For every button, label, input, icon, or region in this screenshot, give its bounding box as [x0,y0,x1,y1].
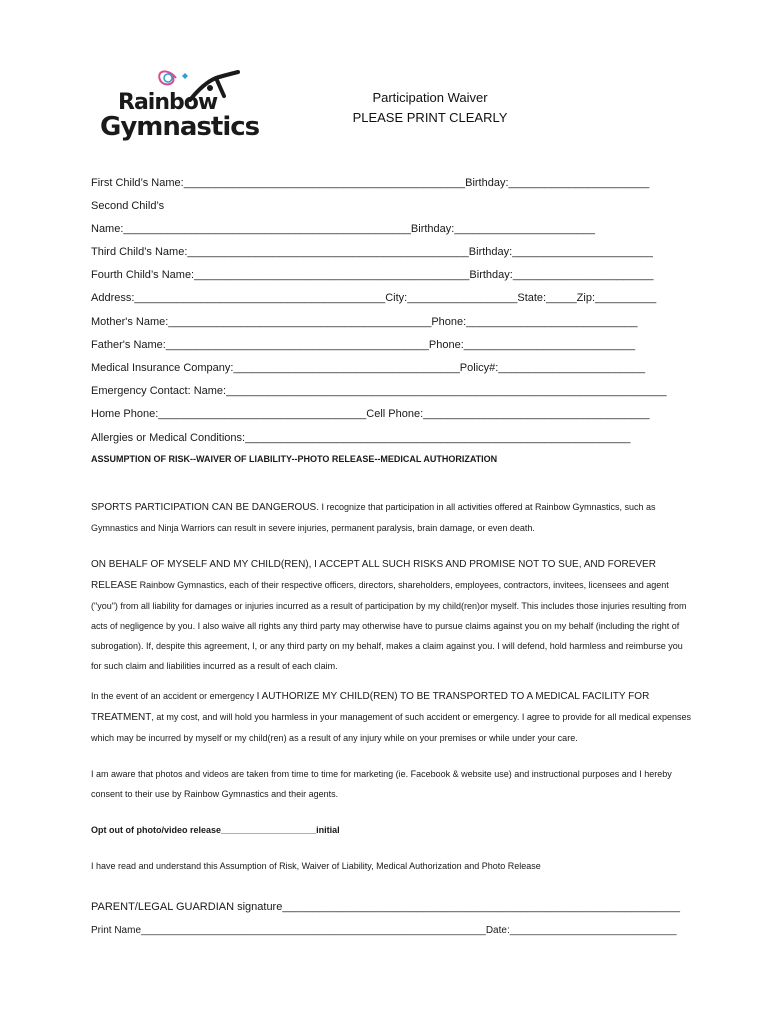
medical-pre: In the event of an accident or emergency [91,691,257,701]
first-child-field[interactable]: First Child’s Name:______________________________________________Birthday:_______________________ [91,177,650,189]
logo-line-rainbow: Rainbow [118,90,218,115]
risk-text: I recognize that participation in all activities offered at Rainbow Gymnastics, such as Gymnastics and Ninja Warriors can result in severe injuries, permanent paralysis, brain damage, or even death. [91,502,656,533]
rainbow-gymnastics-logo [98,66,258,144]
fourth-child-field[interactable]: Fourth Child’s Name:_____________________________________________Birthday:_______________________ [91,269,654,281]
release-text: Rainbow Gymnastics, each of their respective officers, directors, shareholders, employees, contractors, invitees, licensees and agent ("you") from all liability for damages or injuries incurred as a result of participation by my child(ren)or myself. This includes those injuries resulting from acts of negligence by you. I also waive all rights any third party may otherwise have to pursue claims against you on my behalf (including the right of subrogation). If, despite this agreement, I, or any third party on my behalf, makes a claim against you. I will defend, hold harmless and reimburse you for such claim and liabilities incurred as a result of each claim. [91,580,687,671]
waiver-heading: ASSUMPTION OF RISK--WAIVER OF LIABILITY--PHOTO RELEASE--MEDICAL AUTHORIZATION [91,454,498,464]
acknowledgement-text: I have read and understand this Assumption of Risk, Waiver of Liability, Medical Authorization and Photo Release [91,861,541,871]
mother-name-field[interactable]: Mother's Name:___________________________________________Phone:____________________________ [91,316,638,328]
waiver-paragraph-medical [91,686,691,748]
allergies-field[interactable]: Allergies or Medical Conditions:_______________________________________________________________ [91,432,631,444]
medical-caps: I AUTHORIZE MY CHILD(REN) TO BE TRANSPORTED TO A MEDICAL FACILITY FOR TREATMENT [91,691,650,723]
second-child-field[interactable]: Name:_______________________________________________Birthday:_______________________ [91,223,596,235]
medical-text: , at my cost, and will hold you harmless in your management of such accident or emergency. I agree to provide for all medical expenses which may be incurred by myself or my child(ren) as a result of any injury while on your premises or while under your care. [91,712,691,743]
page-subtitle: PLEASE PRINT CLEARLY [352,110,508,125]
third-child-field[interactable]: Third Child’s Name:______________________________________________Birthday:_______________________ [91,246,653,258]
waiver-paragraph-release [91,554,691,676]
phone-field[interactable]: Home Phone:__________________________________Cell Phone:_____________________________________ [91,408,650,420]
photo-optout-field[interactable]: Opt out of photo/video release___________________initial [91,825,340,835]
emergency-contact-field[interactable]: Emergency Contact: Name:________________________________________________________________________ [91,385,667,397]
waiver-paragraph-photo: I am aware that photos and videos are taken from time to time for marketing (ie. Facebook & website use) and instructional purposes and I hereby consent to their use by Rainbow Gymnastics and their agents. [91,769,672,799]
risk-caps: SPORTS PARTICIPATION CAN BE DANGEROUS. [91,502,320,513]
second-child-label: Second Child’s [91,200,165,212]
release-caps: ON BEHALF OF MYSELF AND MY CHILD(REN), I ACCEPT ALL SUCH RISKS AND PROMISE NOT TO SUE, AND FOREVER RELEASE [91,559,656,591]
page-title: Participation Waiver [372,90,488,105]
print-name-date-field[interactable]: Print Name______________________________________________________________Date:______________________________ [91,925,677,936]
insurance-field[interactable]: Medical Insurance Company:_____________________________________Policy#:________________________ [91,362,646,374]
guardian-signature-field[interactable]: PARENT/LEGAL GUARDIAN signature_________________________________________________________________ [91,901,680,913]
logo-line-gymnastics: Gymnastics [100,112,260,142]
address-field[interactable]: Address:_________________________________________City:__________________State:_____Zip:__________ [91,292,657,304]
father-name-field[interactable]: Father's Name:___________________________________________Phone:____________________________ [91,339,636,351]
waiver-paragraph-risk [91,497,691,538]
